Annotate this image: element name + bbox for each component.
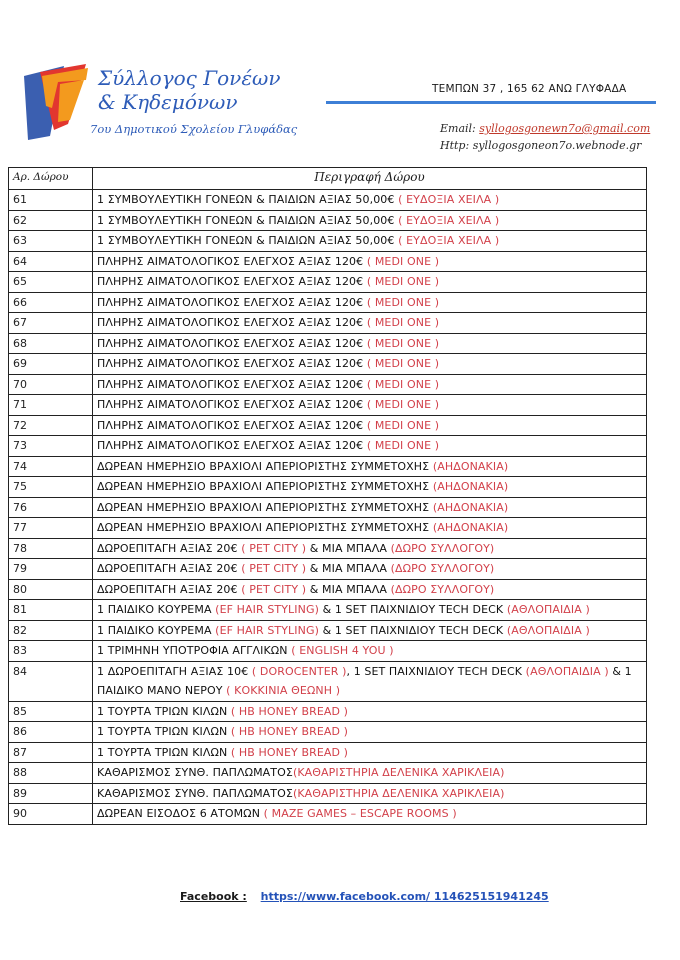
sponsor-name: (EF HAIR STYLING) <box>215 623 319 637</box>
prize-text: 1 ΤΡΙΜΗΝΗ ΥΠΟΤΡΟΦΙΑ ΑΓΓΛΙΚΩΝ <box>97 644 292 657</box>
prize-text: , 1 SET ΠΑΙΧΝΙΔΙΟΥ TECH DECK <box>346 664 526 678</box>
prize-text: & ΜΙΑ ΜΠΑΛΑ <box>306 582 391 596</box>
contact-block <box>440 120 650 154</box>
prize-text: 1 ΤΟΥΡΤΑ ΤΡΙΩΝ ΚΙΛΩΝ <box>97 704 231 718</box>
prize-number: 82 <box>9 620 93 641</box>
table-row <box>9 354 647 375</box>
table-row <box>9 661 647 701</box>
prize-number: 83 <box>9 641 93 662</box>
prize-text: ΚΑΘΑΡΙΣΜΟΣ ΣΥΝΘ. ΠΑΠΛΩΜΑΤΟΣ <box>97 766 293 779</box>
prize-description <box>93 701 647 722</box>
prize-number: 79 <box>9 559 93 580</box>
facebook-link[interactable]: https://www.facebook.com/ 114625151941245 <box>260 890 549 903</box>
prize-number: 63 <box>9 231 93 252</box>
prizes-table-body <box>9 190 647 825</box>
prize-number: 80 <box>9 579 93 600</box>
prize-text: 1 ΤΟΥΡΤΑ ΤΡΙΩΝ ΚΙΛΩΝ <box>97 725 231 738</box>
sponsor-name: (ΑΗΔΟΝΑΚΙΑ) <box>432 521 509 534</box>
prize-number: 77 <box>9 518 93 539</box>
prize-number: 81 <box>9 600 93 621</box>
facebook-label: Facebook : <box>180 890 247 903</box>
prize-text: 1 ΔΩΡΟΕΠΙΤΑΓΗ ΑΞΙΑΣ 10€ <box>97 664 252 678</box>
prize-text: & 1 SET ΠΑΙΧΝΙΔΙΟΥ TECH DECK <box>318 603 507 616</box>
prize-description <box>93 600 647 621</box>
sponsor-name: ( ΕΥΔΟΞΙΑ ΧΕΙΛΑ ) <box>398 193 500 206</box>
prize-number: 69 <box>9 354 93 375</box>
table-row <box>9 763 647 784</box>
sponsor-name: (EF HAIR STYLING) <box>215 603 319 616</box>
prize-number: 86 <box>9 722 93 743</box>
prize-description <box>93 661 647 701</box>
prize-description <box>93 210 647 231</box>
sponsor-name: ( PET CITY ) <box>241 541 307 555</box>
sponsor-name: ( MEDI ONE ) <box>366 316 440 329</box>
prize-description <box>93 231 647 252</box>
prize-text: ΔΩΡΕΑΝ ΕΙΣΟΔΟΣ 6 ΑΤΟΜΩΝ <box>97 807 264 820</box>
prize-description <box>93 395 647 416</box>
prize-number: 88 <box>9 763 93 784</box>
sponsor-name: (ΚΑΘΑΡΙΣΤΗΡΙΑ ΔΕΛΕΝΙΚΑ ΧΑΡΙΚΛΕΙΑ) <box>292 766 505 779</box>
table-row <box>9 272 647 293</box>
prize-text: ΠΛΗΡΗΣ ΑΙΜΑΤΟΛΟΓΙΚΟΣ ΕΛΕΓΧΟΣ ΑΞΙΑΣ 120€ <box>97 377 367 391</box>
prize-description <box>93 783 647 804</box>
prize-number: 68 <box>9 333 93 354</box>
prize-description <box>93 374 647 395</box>
table-row <box>9 641 647 662</box>
table-row <box>9 333 647 354</box>
prize-number: 89 <box>9 783 93 804</box>
table-row <box>9 456 647 477</box>
table-row <box>9 292 647 313</box>
prizes-table <box>8 167 647 825</box>
prize-text: 1 ΣΥΜΒΟΥΛΕΥΤΙΚΗ ΓΟΝΕΩΝ & ΠΑΙΔΙΩΝ ΑΞΙΑΣ 50,00€ <box>97 193 399 206</box>
prize-number: 70 <box>9 374 93 395</box>
prize-description <box>93 292 647 313</box>
prize-description <box>93 518 647 539</box>
sponsor-name: ( HB HONEY BREAD ) <box>230 704 349 718</box>
prize-text: ΔΩΡΕΑΝ ΗΜΕΡΗΣΙΟ ΒΡΑΧΙΟΛΙ ΑΠΕΡΙΟΡΙΣΤΗΣ ΣΥΜΜΕΤΟΧΗΣ <box>97 480 433 493</box>
prize-text: ΠΛΗΡΗΣ ΑΙΜΑΤΟΛΟΓΙΚΟΣ ΕΛΕΓΧΟΣ ΑΞΙΑΣ 120€ <box>97 316 367 329</box>
email-label: Email: <box>440 122 476 135</box>
prize-description <box>93 333 647 354</box>
sponsor-name: ( MEDI ONE ) <box>366 398 440 411</box>
prize-number: 73 <box>9 436 93 457</box>
prize-text: ΠΛΗΡΗΣ ΑΙΜΑΤΟΛΟΓΙΚΟΣ ΕΛΕΓΧΟΣ ΑΞΙΑΣ 120€ <box>97 275 367 288</box>
prize-number: 75 <box>9 477 93 498</box>
prize-text: 1 ΣΥΜΒΟΥΛΕΥΤΙΚΗ ΓΟΝΕΩΝ & ΠΑΙΔΙΩΝ ΑΞΙΑΣ 50,00€ <box>97 213 399 227</box>
table-row <box>9 477 647 498</box>
prize-number: 76 <box>9 497 93 518</box>
prize-description <box>93 497 647 518</box>
table-row <box>9 620 647 641</box>
org-name-line1: Σύλλογος Γονέων <box>98 66 281 90</box>
website-link[interactable]: syllogosgoneon7o.webnode.gr <box>472 139 642 152</box>
table-row <box>9 436 647 457</box>
sponsor-name: ( MEDI ONE ) <box>366 336 440 350</box>
prize-text: & ΜΙΑ ΜΠΑΛΑ <box>306 562 391 575</box>
prize-number: 62 <box>9 210 93 231</box>
sponsor-name: ( HB HONEY BREAD ) <box>230 745 349 759</box>
table-row <box>9 210 647 231</box>
prize-number: 66 <box>9 292 93 313</box>
sponsor-name: (ΚΑΘΑΡΙΣΤΗΡΙΑ ΔΕΛΕΝΙΚΑ ΧΑΡΙΚΛΕΙΑ) <box>292 786 505 800</box>
header-divider <box>326 101 656 104</box>
http-label: Http: <box>440 139 470 152</box>
sponsor-name: ( ΚΟΚΚΙΝΙΑ ΘΕΩΝΗ ) <box>226 684 341 697</box>
prize-text: ΠΛΗΡΗΣ ΑΙΜΑΤΟΛΟΓΙΚΟΣ ΕΛΕΓΧΟΣ ΑΞΙΑΣ 120€ <box>97 336 367 350</box>
table-row <box>9 313 647 334</box>
prize-number: 72 <box>9 415 93 436</box>
prize-text: ΔΩΡΟΕΠΙΤΑΓΗ ΑΞΙΑΣ 20€ <box>97 582 242 596</box>
prize-text: ΠΛΗΡΗΣ ΑΙΜΑΤΟΛΟΓΙΚΟΣ ΕΛΕΓΧΟΣ ΑΞΙΑΣ 120€ <box>97 254 367 268</box>
association-logo <box>20 62 94 146</box>
table-row <box>9 415 647 436</box>
table-row <box>9 251 647 272</box>
table-row <box>9 538 647 559</box>
table-row <box>9 190 647 211</box>
prize-description <box>93 190 647 211</box>
sponsor-name: (ΔΩΡΟ ΣΥΛΛΟΓΟΥ) <box>390 562 495 575</box>
prize-text: ΠΛΗΡΗΣ ΑΙΜΑΤΟΛΟΓΙΚΟΣ ΕΛΕΓΧΟΣ ΑΞΙΑΣ 120€ <box>97 295 367 309</box>
prize-text: ΠΛΗΡΗΣ ΑΙΜΑΤΟΛΟΓΙΚΟΣ ΕΛΕΓΧΟΣ ΑΞΙΑΣ 120€ <box>97 439 367 452</box>
table-row <box>9 701 647 722</box>
table-row <box>9 395 647 416</box>
sponsor-name: ( MEDI ONE ) <box>366 357 440 370</box>
sponsor-name: (ΑΘΛΟΠΑΙΔΙΑ ) <box>525 664 609 678</box>
sponsor-name: (ΔΩΡΟ ΣΥΛΛΟΓΟΥ) <box>390 582 495 596</box>
organization-subtitle: 7ου Δημοτικού Σχολείου Γλυφάδας <box>90 122 298 136</box>
sponsor-name: ( ΕΥΔΟΞΙΑ ΧΕΙΛΑ ) <box>398 213 500 227</box>
prize-text: ΚΑΘΑΡΙΣΜΟΣ ΣΥΝΘ. ΠΑΠΛΩΜΑΤΟΣ <box>97 786 293 800</box>
sponsor-name: (ΑΘΛΟΠΑΙΔΙΑ ) <box>506 603 590 616</box>
prize-description <box>93 763 647 784</box>
sponsor-name: ( PET CITY ) <box>241 582 307 596</box>
prize-description <box>93 538 647 559</box>
prize-description <box>93 742 647 763</box>
prize-text: ΔΩΡΕΑΝ ΗΜΕΡΗΣΙΟ ΒΡΑΧΙΟΛΙ ΑΠΕΡΙΟΡΙΣΤΗΣ ΣΥΜΜΕΤΟΧΗΣ <box>97 459 433 473</box>
prize-text: 1 ΠΑΙΔΙΚΟ ΚΟΥΡΕΜΑ <box>97 623 216 637</box>
prize-text: & 1 ΠΑΙΔΙΚΟ ΜΑΝΟ ΝΕΡΟΥ <box>97 664 632 697</box>
prize-text: & ΜΙΑ ΜΠΑΛΑ <box>306 541 391 555</box>
sponsor-name: (ΔΩΡΟ ΣΥΛΛΟΓΟΥ) <box>390 541 495 555</box>
prize-text: 1 ΣΥΜΒΟΥΛΕΥΤΙΚΗ ΓΟΝΕΩΝ & ΠΑΙΔΙΩΝ ΑΞΙΑΣ 50,00€ <box>97 234 399 247</box>
organization-name <box>98 66 281 114</box>
col-header-description: Περιγραφή Δώρου <box>93 168 647 190</box>
prize-text: 1 ΤΟΥΡΤΑ ΤΡΙΩΝ ΚΙΛΩΝ <box>97 745 231 759</box>
prize-number: 87 <box>9 742 93 763</box>
table-row <box>9 497 647 518</box>
prize-description <box>93 415 647 436</box>
prize-description <box>93 722 647 743</box>
sponsor-name: ( ΕΥΔΟΞΙΑ ΧΕΙΛΑ ) <box>398 234 500 247</box>
prize-number: 61 <box>9 190 93 211</box>
table-row <box>9 231 647 252</box>
sponsor-name: ( PET CITY ) <box>241 562 307 575</box>
table-row <box>9 518 647 539</box>
prize-number: 67 <box>9 313 93 334</box>
prize-number: 65 <box>9 272 93 293</box>
prize-description <box>93 354 647 375</box>
prize-text: ΔΩΡΕΑΝ ΗΜΕΡΗΣΙΟ ΒΡΑΧΙΟΛΙ ΑΠΕΡΙΟΡΙΣΤΗΣ ΣΥΜΜΕΤΟΧΗΣ <box>97 521 433 534</box>
table-row <box>9 722 647 743</box>
sponsor-name: ( MEDI ONE ) <box>366 418 440 432</box>
prize-description <box>93 804 647 825</box>
prize-description <box>93 559 647 580</box>
prize-number: 74 <box>9 456 93 477</box>
prize-text: ΔΩΡΕΑΝ ΗΜΕΡΗΣΙΟ ΒΡΑΧΙΟΛΙ ΑΠΕΡΙΟΡΙΣΤΗΣ ΣΥΜΜΕΤΟΧΗΣ <box>97 500 433 514</box>
prize-text: ΔΩΡΟΕΠΙΤΑΓΗ ΑΞΙΑΣ 20€ <box>97 541 242 555</box>
prize-description <box>93 641 647 662</box>
prize-description <box>93 251 647 272</box>
prize-text: ΠΛΗΡΗΣ ΑΙΜΑΤΟΛΟΓΙΚΟΣ ΕΛΕΓΧΟΣ ΑΞΙΑΣ 120€ <box>97 357 367 370</box>
prize-text: ΔΩΡΟΕΠΙΤΑΓΗ ΑΞΙΑΣ 20€ <box>97 562 242 575</box>
sponsor-name: ( HB HONEY BREAD ) <box>230 725 349 738</box>
table-row <box>9 559 647 580</box>
table-row <box>9 742 647 763</box>
table-row <box>9 579 647 600</box>
prize-description <box>93 436 647 457</box>
org-name-line2: & Κηδεμόνων <box>98 90 238 114</box>
col-header-number: Αρ. Δώρου <box>9 168 93 190</box>
sponsor-name: (ΑΘΛΟΠΑΙΔΙΑ ) <box>506 623 590 637</box>
address: ΤΕΜΠΩΝ 37 , 165 62 ΑΝΩ ΓΛΥΦΑΔΑ <box>432 83 627 95</box>
sponsor-name: (ΑΗΔΟΝΑΚΙΑ) <box>432 500 509 514</box>
footer <box>180 890 549 903</box>
sponsor-name: ( MEDI ONE ) <box>366 439 440 452</box>
prize-number: 84 <box>9 661 93 701</box>
prize-text: ΠΛΗΡΗΣ ΑΙΜΑΤΟΛΟΓΙΚΟΣ ΕΛΕΓΧΟΣ ΑΞΙΑΣ 120€ <box>97 398 367 411</box>
sponsor-name: ( MEDI ONE ) <box>366 377 440 391</box>
prize-number: 64 <box>9 251 93 272</box>
email-link[interactable]: syllogosgonewn7o@gmail.com <box>479 122 651 135</box>
prize-number: 71 <box>9 395 93 416</box>
table-header-row <box>9 168 647 190</box>
prize-text: 1 ΠΑΙΔΙΚΟ ΚΟΥΡΕΜΑ <box>97 603 216 616</box>
table-row <box>9 374 647 395</box>
prize-number: 90 <box>9 804 93 825</box>
prize-description <box>93 313 647 334</box>
prize-text: ΠΛΗΡΗΣ ΑΙΜΑΤΟΛΟΓΙΚΟΣ ΕΛΕΓΧΟΣ ΑΞΙΑΣ 120€ <box>97 418 367 432</box>
prize-description <box>93 579 647 600</box>
sponsor-name: ( MEDI ONE ) <box>366 254 440 268</box>
prize-description <box>93 272 647 293</box>
sponsor-name: ( MEDI ONE ) <box>366 275 440 288</box>
sponsor-name: ( MEDI ONE ) <box>366 295 440 309</box>
sponsor-name: ( ENGLISH 4 YOU ) <box>291 644 394 657</box>
sponsor-name: ( DOROCENTER ) <box>251 664 347 678</box>
prize-text: & 1 SET ΠΑΙΧΝΙΔΙΟΥ TECH DECK <box>318 623 507 637</box>
prize-description <box>93 456 647 477</box>
table-row <box>9 600 647 621</box>
sponsor-name: (ΑΗΔΟΝΑΚΙΑ) <box>432 459 509 473</box>
prize-description <box>93 620 647 641</box>
table-row <box>9 804 647 825</box>
sponsor-name: (ΑΗΔΟΝΑΚΙΑ) <box>432 480 509 493</box>
prize-number: 78 <box>9 538 93 559</box>
sponsor-name: ( MAZE GAMES – ESCAPE ROOMS ) <box>263 807 457 820</box>
prize-description <box>93 477 647 498</box>
prize-number: 85 <box>9 701 93 722</box>
table-row <box>9 783 647 804</box>
